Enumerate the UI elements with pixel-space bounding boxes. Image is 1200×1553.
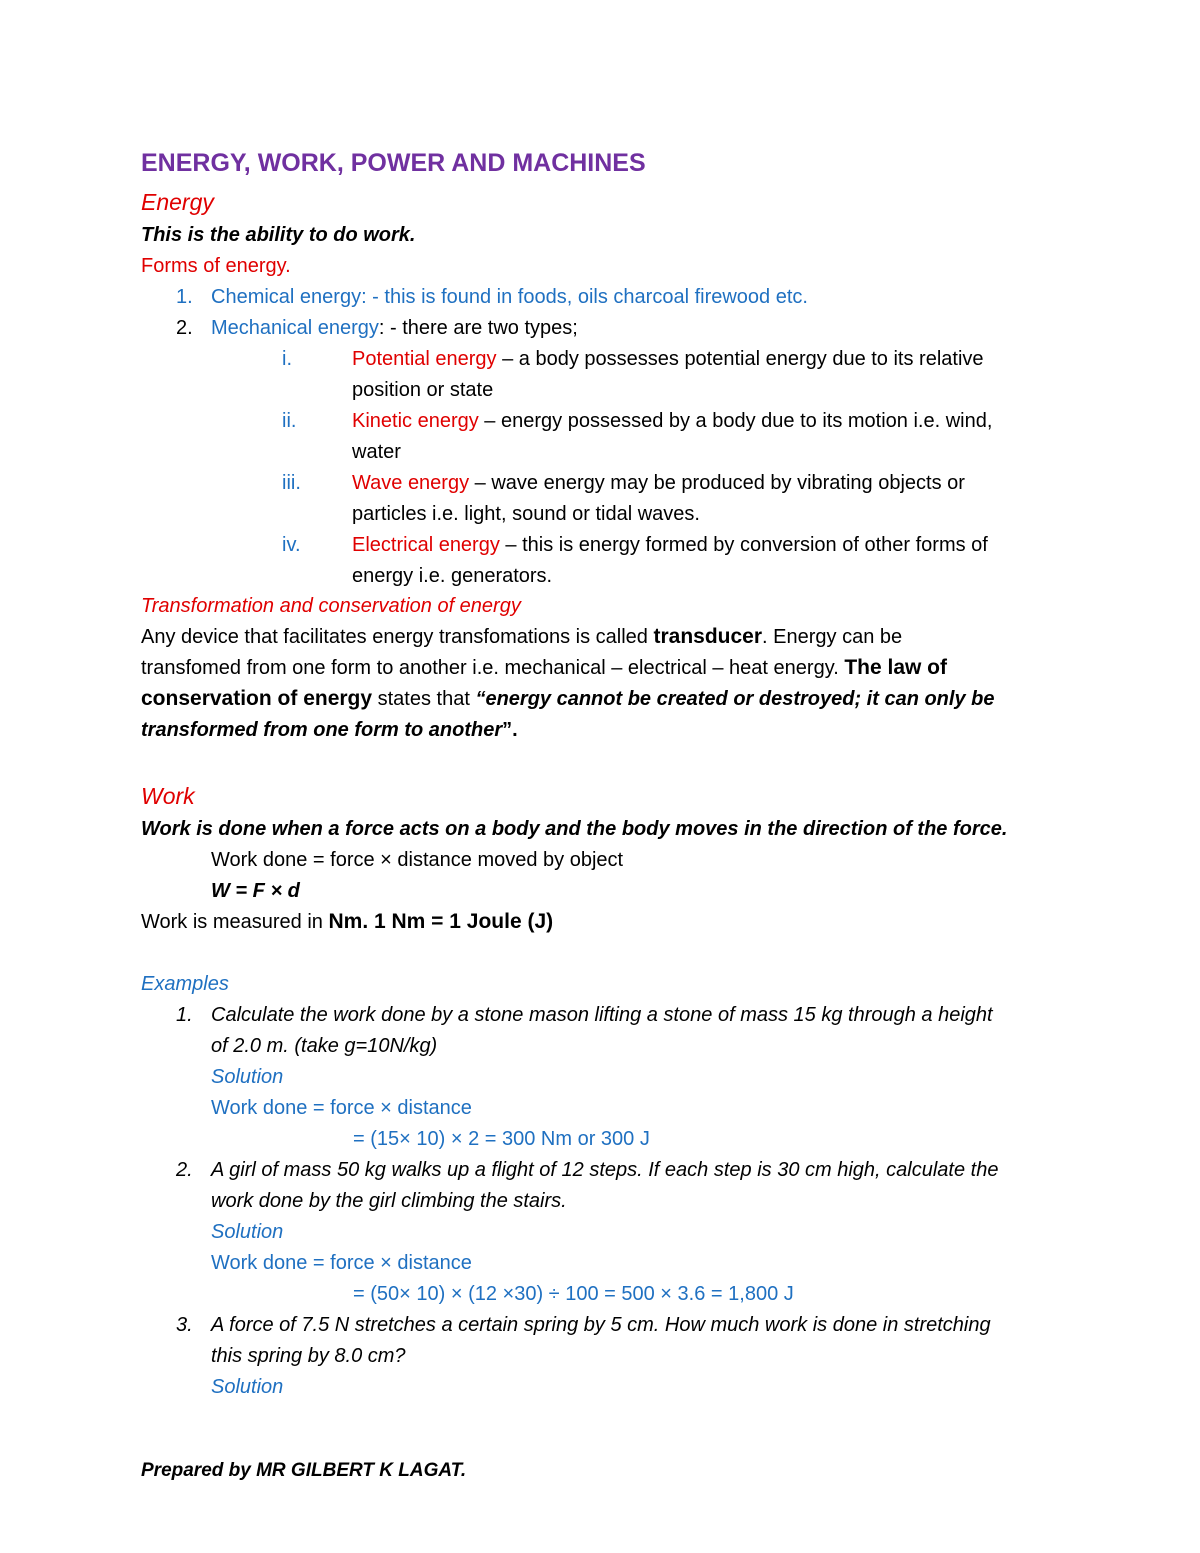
type-electrical <box>352 532 988 558</box>
form-mechanical <box>211 315 578 341</box>
type-name: Kinetic energy <box>352 410 479 432</box>
energy-definition: This is the ability to do work. <box>141 224 416 246</box>
type-name: Potential energy <box>352 348 497 370</box>
law-quote: transformed from one form to another <box>141 719 503 741</box>
type-potential <box>352 346 984 372</box>
forms-heading: Forms of energy. <box>141 255 291 277</box>
type-desc-cont: position or state <box>352 379 494 401</box>
type-kinetic <box>352 408 992 434</box>
term-conservation: conservation of energy <box>141 687 373 710</box>
type-number: iii. <box>282 472 301 494</box>
term-law: The law of <box>844 656 948 679</box>
form-number: 1. <box>176 286 193 308</box>
type-desc: – this is energy formed by conversion of other forms of <box>499 534 988 556</box>
unit-definition: Nm. 1 Nm = 1 Joule (J) <box>328 910 554 933</box>
solution-result: = (50× 10) × (12 ×30) ÷ 100 = 500 × 3.6 = 1,800 J <box>353 1283 794 1305</box>
solution-label: Solution <box>211 1066 284 1088</box>
type-number: iv. <box>282 534 301 556</box>
paragraph-line-3 <box>141 686 994 712</box>
page-footer: Prepared by MR GILBERT K LAGAT. <box>141 1460 467 1481</box>
type-desc-cont: energy i.e. generators. <box>352 565 553 587</box>
transformation-heading: Transformation and conservation of energy <box>141 595 521 617</box>
example-number: 2. <box>176 1159 193 1181</box>
text-run: states that <box>372 688 476 710</box>
solution-label: Solution <box>211 1376 284 1398</box>
text-run: transfomed from one form to another i.e. mechanical – electrical – heat energy. <box>141 657 845 679</box>
example-question-cont: this spring by 8.0 cm? <box>211 1345 406 1367</box>
form-number: 2. <box>176 317 193 339</box>
example-question: Calculate the work done by a stone mason lifting a stone of mass 15 kg through a height <box>211 1004 993 1026</box>
work-formula: W = F × d <box>211 880 300 902</box>
work-definition: Work is done when a force acts on a body and the body moves in the direction of the force. <box>141 818 1008 840</box>
type-desc-cont: particles i.e. light, sound or tidal waves. <box>352 503 700 525</box>
text-run: ”. <box>502 719 518 741</box>
paragraph-line-2 <box>141 655 947 681</box>
example-question: A girl of mass 50 kg walks up a flight of 12 steps. If each step is 30 cm high, calculate the <box>211 1159 999 1181</box>
energy-heading: Energy <box>141 189 214 215</box>
example-number: 3. <box>176 1314 193 1336</box>
paragraph-line-4 <box>141 717 518 743</box>
type-name: Electrical energy <box>352 534 500 556</box>
type-number: i. <box>282 348 292 370</box>
law-quote: “energy cannot be created or destroyed; it can only be <box>475 688 995 710</box>
type-wave <box>352 470 965 496</box>
solution-label: Solution <box>211 1221 284 1243</box>
examples-heading: Examples <box>141 973 229 995</box>
form-chemical: Chemical energy: - this is found in foods, oils charcoal firewood etc. <box>211 286 808 308</box>
text-run: Any device that facilitates energy transfomations is called <box>141 626 654 648</box>
solution-result: = (15× 10) × 2 = 300 Nm or 300 J <box>353 1128 650 1150</box>
type-desc: – energy possessed by a body due to its motion i.e. wind, <box>478 410 993 432</box>
type-desc: – a body possesses potential energy due to its relative <box>496 348 984 370</box>
paragraph-line-1 <box>141 624 902 650</box>
term-transducer: transducer <box>653 625 763 648</box>
solution-step: Work done = force × distance <box>211 1097 472 1119</box>
example-question-cont: work done by the girl climbing the stairs. <box>211 1190 567 1212</box>
text-run: . Energy can be <box>762 626 903 648</box>
type-desc-cont: water <box>352 441 401 463</box>
example-question: A force of 7.5 N stretches a certain spring by 5 cm. How much work is done in stretching <box>211 1314 991 1336</box>
form-mechanical-label: Mechanical energy <box>211 317 379 339</box>
text-run: Work is measured in <box>141 911 329 933</box>
example-number: 1. <box>176 1004 193 1026</box>
example-question-cont: of 2.0 m. (take g=10N/kg) <box>211 1035 438 1057</box>
type-desc: – wave energy may be produced by vibrating objects or <box>469 472 965 494</box>
page-title: ENERGY, WORK, POWER AND MACHINES <box>141 149 646 177</box>
form-mechanical-rest: : - there are two types; <box>378 317 578 339</box>
type-name: Wave energy <box>352 472 470 494</box>
work-formula-words: Work done = force × distance moved by object <box>211 849 624 871</box>
work-unit <box>141 909 553 935</box>
solution-step: Work done = force × distance <box>211 1252 472 1274</box>
type-number: ii. <box>282 410 297 432</box>
work-heading: Work <box>141 783 195 809</box>
